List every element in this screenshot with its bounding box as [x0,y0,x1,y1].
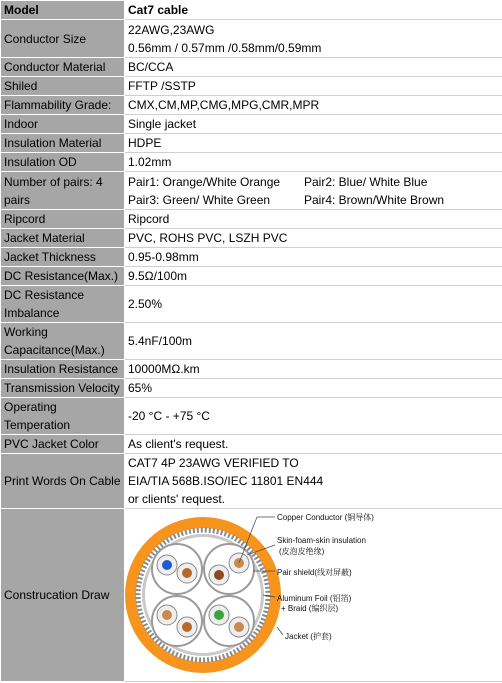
row-label: Model [1,1,125,20]
row-value: 1.02mm [125,153,502,172]
pair-4: Pair4: Brown/White Brown [304,192,445,207]
pair-3: Pair3: Green/ White Green [128,192,271,207]
row-value: 65% [125,379,502,398]
pair-shield-tr [204,544,254,594]
row-value [125,172,502,210]
row-value: Ripcord [125,210,502,229]
row-value: HDPE [125,134,502,153]
pair-2: Pair2: Blue/ White Blue [304,174,428,189]
row-label: Transmission Velocity [1,379,125,398]
cable-cross-section-diagram [125,509,501,681]
row-value [125,20,502,58]
row-value: -20 °C - +75 °C [125,398,502,435]
row-label: Indoor [1,115,125,134]
row-value [125,454,502,509]
pair-shield-bl [152,596,202,646]
row-value: FFTP /SSTP [125,77,502,96]
row-label: Construcation Draw [1,509,125,682]
row-label: Jacket Thickness [1,248,125,267]
pair-1: Pair1: Orange/White Orange [128,174,281,189]
label-braid: + Braid (编织层) [281,604,339,613]
row-value: 2.50% [125,286,502,323]
value-line: CAT7 4P 23AWG VERIFIED TO [128,456,299,470]
row-value: 10000MΩ.km [125,360,502,379]
label-aluminum-foil: Aluminum Foil (铝箔) [277,594,352,603]
label-jacket: Jacket (护套) [285,632,332,641]
row-label: Jacket Material [1,229,125,248]
row-label: Working Capacitance(Max.) [1,323,125,360]
value-line: 22AWG,23AWG [128,22,215,37]
row-label: Flammability Grade: [1,96,125,115]
row-value: 0.95-0.98mm [125,248,502,267]
row-label: PVC Jacket Color [1,435,125,454]
value-line: EIA/TIA 568B.ISO/IEC 11801 EN444 [128,474,324,488]
row-value: 9.5Ω/100m [125,267,502,286]
row-label: DC Resistance Imbalance [1,286,125,323]
label-pair-shield: Pair shield(线对屏蔽) [277,568,352,577]
row-label: Shiled [1,77,125,96]
row-value: Single jacket [125,115,502,134]
row-label: Number of pairs: 4 pairs [1,172,125,210]
row-value: CMX,CM,MP,CMG,MPG,CMR,MPR [125,96,502,115]
row-value: Cat7 cable [125,1,502,20]
row-label: Conductor Material [1,58,125,77]
row-label: Conductor Size [1,20,125,58]
label-skin-insulation-cn: (皮泡皮绝缘) [279,547,325,556]
construction-drawing [125,509,502,682]
row-label: Insulation Resistance [1,360,125,379]
value-line: 0.56mm / 0.57mm /0.58mm/0.59mm [128,40,322,55]
pair-shield-tl [152,544,202,594]
row-value: PVC, ROHS PVC, LSZH PVC [125,229,502,248]
label-copper-conductor: Copper Conductor (铜导体) [277,513,374,522]
row-label: Print Words On Cable [1,454,125,509]
row-label: Ripcord [1,210,125,229]
pair-shield-br [204,596,254,646]
value-line: or clients' request. [128,492,226,506]
row-label: Insulation Material [1,134,125,153]
row-label: Operating Temperation [1,398,125,435]
row-label: Insulation OD [1,153,125,172]
row-label: DC Resistance(Max.) [1,267,125,286]
row-value: As client's request. [125,435,502,454]
row-value: 5.4nF/100m [125,323,502,360]
label-skin-insulation: Skin-foam-skin insulation [277,536,366,545]
row-value: BC/CCA [125,58,502,77]
